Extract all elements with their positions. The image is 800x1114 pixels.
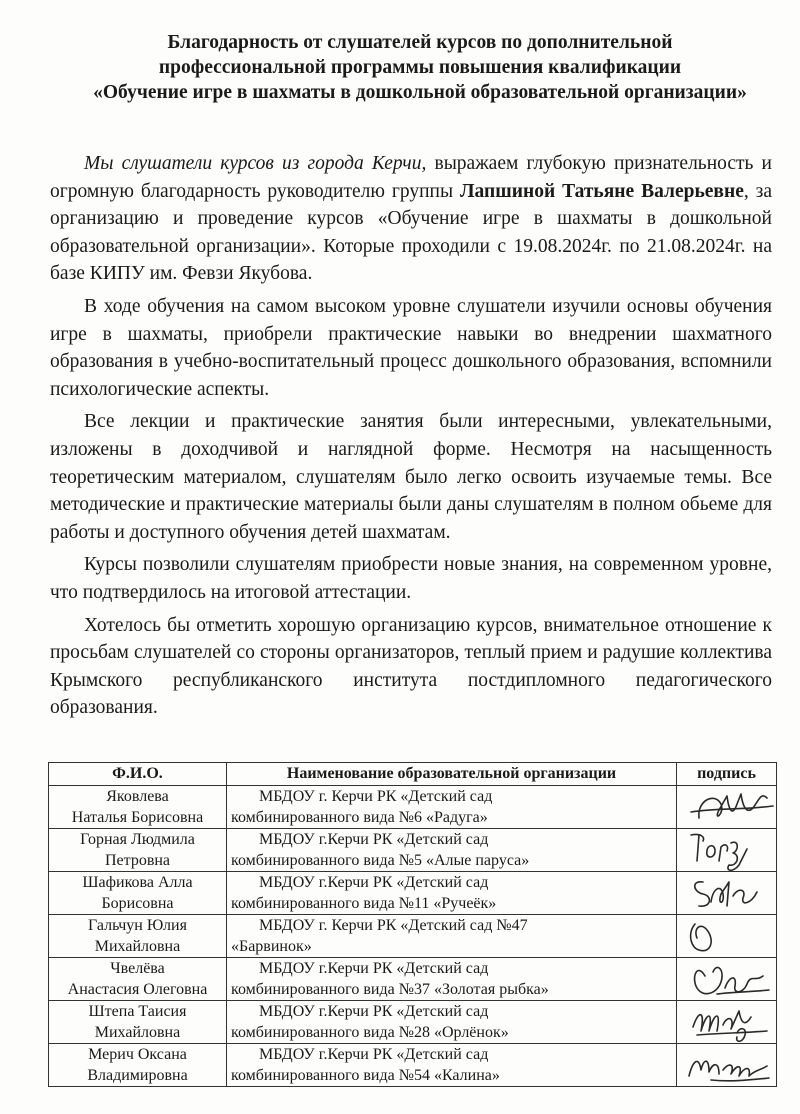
- header-signature: подпись: [677, 763, 777, 786]
- participant-name: Горная Людмила Петровна: [49, 829, 227, 872]
- header-name: Ф.И.О.: [49, 763, 227, 786]
- table-header-row: [49, 763, 777, 786]
- header-organization: Наименование образовательной организации: [227, 763, 677, 786]
- paragraph-1-text-b: , за организацию и проведение курсов «Обучение игре в шахматы в дошкольной образовательной организации». Которые проходили с 19.08.2024г. по 21.08.2024г. на базе КИПУ им. Февзи Якубова.: [50, 180, 773, 285]
- paragraph-3: Все лекции и практические занятия были интересными, увлекательными, изложены в доходчивой и наглядной форме. Несмотря на насыщенность теоретическим материалом, слушателям было легко освоить изучаемые темы. Все методические и практические материалы были даны слушателям в полном обьеме для работы и доступного обучения детей шахматам.: [50, 411, 772, 543]
- participant-organization: МБДОУ г.Керчи РК «Детский сад комбинированного вида №5 «Алые паруса»: [227, 829, 677, 872]
- paragraph-4: Курсы позволили слушателям приобрести новые знания, на современном уровне, что подтвердилось на итоговой аттестации.: [50, 554, 772, 603]
- paragraph-1-italic: Мы слушатели курсов из города Керчи,: [84, 153, 427, 174]
- participant-organization: МБДОУ г.Керчи РК «Детский сад комбинированного вида №28 «Орлёнок»: [227, 1001, 677, 1044]
- title-line-3: «Обучение игре в шахматы в дошкольной образовательной организации»: [93, 82, 747, 103]
- signature-cell: [677, 915, 777, 958]
- paragraph-5: Хотелось бы отметить хорошую организацию курсов, внимательное отношение к просьбам слушателей со стороны организаторов, теплый прием и радушие коллектива Крымского республиканского института постдипломного педагогического образования.: [50, 614, 772, 719]
- participant-organization: МБДОУ г.Керчи РК «Детский сад комбинированного вида №54 «Калина»: [227, 1044, 677, 1087]
- participant-name: Штепа Таисия Михайловна: [49, 1001, 227, 1044]
- signature-cell: [677, 829, 777, 872]
- participant-name: Шафикова Алла Борисовна: [49, 872, 227, 915]
- participants-table: [48, 762, 777, 1087]
- participant-name: Гальчун Юлия Михайловна: [49, 915, 227, 958]
- paragraph-1: [50, 150, 772, 288]
- table-row: [49, 1044, 777, 1087]
- paragraph-2: В ходе обучения на самом высоком уровне слушатели изучили основы обучения игре в шахматы, приобрели практические навыки во внедрении шахматного образования в учебно-воспитательный процесс дошкольного образования, вспомнили психологические аспекты.: [50, 295, 772, 400]
- signature-cell: [677, 872, 777, 915]
- participant-organization: МБДОУ г.Керчи РК «Детский сад комбинированного вида №37 «Золотая рыбка»: [227, 958, 677, 1001]
- signature-cell: [677, 958, 777, 1001]
- signature-cell: [677, 1001, 777, 1044]
- participant-organization: МБДОУ г. Керчи РК «Детский сад комбинированного вида №6 «Радуга»: [227, 786, 677, 829]
- participant-organization: МБДОУ г. Керчи РК «Детский сад №47 «Барвинок»: [227, 915, 677, 958]
- table-row: [49, 872, 777, 915]
- letter-body: [50, 150, 772, 722]
- handwritten-signature: [677, 868, 775, 918]
- table-row: [49, 1001, 777, 1044]
- table-row: [49, 958, 777, 1001]
- title-line-1: Благодарность от слушателей курсов по дополнительной: [167, 32, 673, 53]
- participant-name: Яковлева Наталья Борисовна: [49, 786, 227, 829]
- signature-cell: [677, 1044, 777, 1087]
- paragraph-1-text-a: выражаем глубокую признательность и огромную благодарность руководителю группы: [50, 153, 772, 202]
- title-line-2: профессиональной программы повышения квалификации: [158, 57, 682, 78]
- participant-name: Мерич Оксана Владимировна: [49, 1044, 227, 1087]
- signature-cell: [677, 786, 777, 829]
- participant-name: Чвелёва Анастасия Олеговна: [49, 958, 227, 1001]
- supervisor-name: Лапшиной Татьяне Валерьевне: [460, 180, 744, 202]
- document-title: [60, 30, 780, 105]
- handwritten-signature: [677, 1040, 775, 1090]
- table-row: [49, 786, 777, 829]
- table-row: [49, 829, 777, 872]
- participant-organization: МБДОУ г.Керчи РК «Детский сад комбинированного вида №11 «Ручеёк»: [227, 872, 677, 915]
- table-row: [49, 915, 777, 958]
